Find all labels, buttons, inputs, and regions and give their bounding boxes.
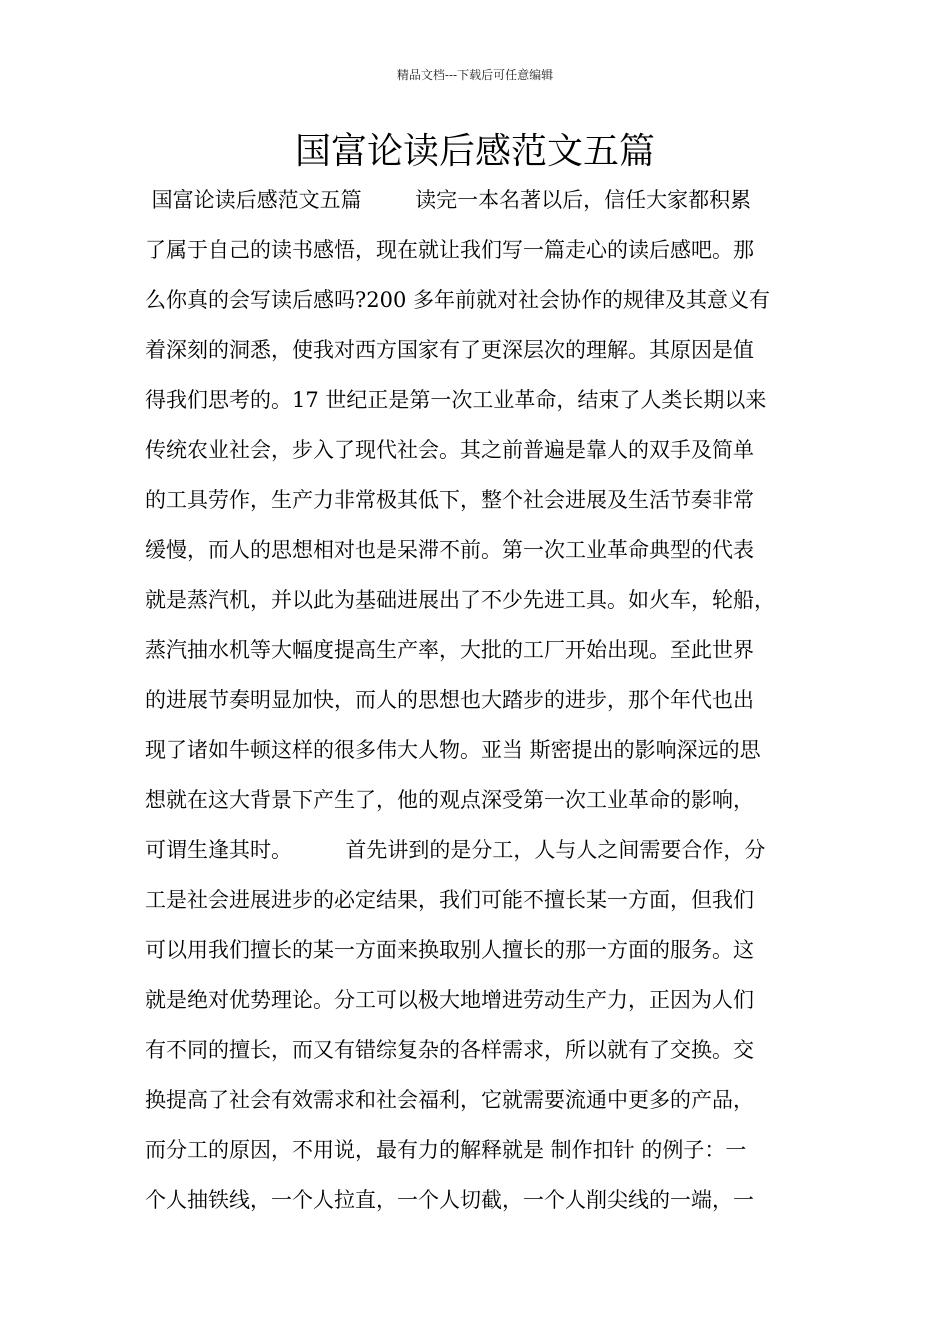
body-line: 传统农业社会，步入了现代社会。其之前普遍是靠人的双手及简单: [145, 438, 754, 462]
header-note: 精品文档---下载后可任意编辑: [396, 68, 554, 82]
body-line: 的进展节奏明显加快，而人的思想也大踏步的进步，那个年代也出: [145, 688, 754, 712]
body-line: 可以用我们擅长的某一方面来换取别人擅长的那一方面的服务。这: [145, 938, 754, 962]
body-line: 就是蒸汽机，并以此为基础进展出了不少先进工具。如火车，轮船，: [145, 588, 775, 612]
body-line: 而分工的原因，不用说，最有力的解释就是 制作扣针 的例子：一: [145, 1138, 747, 1162]
body-line: 着深刻的洞悉，使我对西方国家有了更深层次的理解。其原因是值: [145, 338, 754, 362]
body-line: 么你真的会写读后感吗?200 多年前就对社会协作的规律及其意义有: [145, 288, 771, 312]
body-line: 想就在这大背景下产生了，他的观点深受第一次工业革命的影响，: [145, 788, 754, 812]
body-line: 个人抽铁线，一个人拉直，一个人切截，一个人削尖线的一端，一: [145, 1188, 754, 1212]
body-line: 可谓生逢其时。 首先讲到的是分工，人与人之间需要合作，分: [145, 838, 766, 862]
body-line: 现了诸如牛顿这样的很多伟大人物。亚当 斯密提出的影响深远的思: [145, 738, 761, 762]
body-line: 的工具劳作，生产力非常极其低下，整个社会进展及生活节奏非常: [145, 488, 754, 512]
body-line: 了属于自己的读书感悟，现在就让我们写一篇走心的读后感吧。那: [145, 238, 754, 262]
body-line: 国富论读后感范文五篇 读完一本名著以后，信任大家都积累: [145, 188, 752, 212]
body-line: 得我们思考的。17 世纪正是第一次工业革命，结束了人类长期以来: [145, 388, 767, 412]
body-line: 工是社会进展进步的必定结果，我们可能不擅长某一方面，但我们: [145, 888, 754, 912]
body-line: 蒸汽抽水机等大幅度提高生产率，大批的工厂开始出现。至此世界: [145, 638, 754, 662]
body-line: 有不同的擅长，而又有错综复杂的各样需求，所以就有了交换。交: [145, 1038, 754, 1062]
body-text: [145, 178, 835, 1228]
body-line: 缓慢，而人的思想相对也是呆滞不前。第一次工业革命典型的代表: [145, 538, 754, 562]
body-line: 换提高了社会有效需求和社会福利，它就需要流通中更多的产品，: [145, 1088, 754, 1112]
body-line: 就是绝对优势理论。分工可以极大地增进劳动生产力，正因为人们: [145, 988, 754, 1012]
document-title: 国富论读后感范文五篇: [294, 131, 655, 172]
